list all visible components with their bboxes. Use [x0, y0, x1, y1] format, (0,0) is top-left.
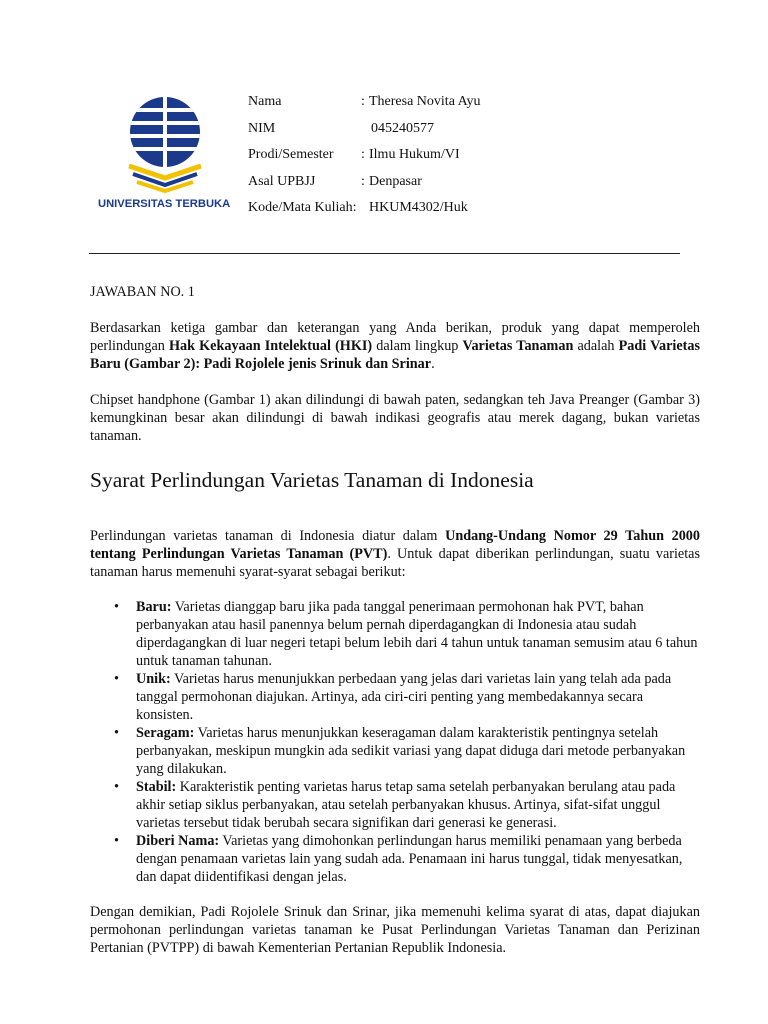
text-run: . Untuk dapat diberikan perlindungan, suatu varietas tanaman harus memenuhi syarat-syarat sebagai berikut:	[90, 546, 700, 580]
paragraph-legal-basis	[90, 527, 700, 581]
text-run: adalah	[573, 338, 619, 354]
text-run: Perlindungan varietas tanaman di Indonesia diatur dalam	[90, 528, 446, 544]
text-run: dalam lingkup	[372, 338, 463, 354]
requirement-text: Varietas harus menunjukkan perbedaan yang jelas dari varietas lain yang telah ada pada tanggal permohonan diajukan. Artinya, ada ciri-ciri penting yang membedakannya secara konsisten.	[136, 671, 672, 723]
text-run: .	[431, 356, 435, 372]
list-item	[90, 832, 700, 886]
bold-run: Undang-Undang Nomor 29 Tahun 2000 tentang Perlindungan Varietas Tanaman (PVT)	[90, 528, 700, 562]
university-emblem-icon	[126, 94, 204, 196]
bold-run: Padi Varietas Baru (Gambar 2): Padi Rojolele jenis Srinuk dan Srinar	[90, 338, 700, 372]
identity-label: Asal UPBJJ	[248, 173, 316, 189]
identity-value: HKUM4302/Huk	[369, 200, 468, 215]
paragraph-other-products: Chipset handphone (Gambar 1) akan dilindungi di bawah paten, sedangkan teh Java Preanger (Gambar 3) kemungkinan besar akan dilindungi di bawah indikasi geografis atau merek dagang, bukan varietas tanaman.	[90, 392, 700, 444]
requirements-list	[90, 598, 700, 886]
bullet-icon: •	[114, 833, 119, 849]
identity-separator: :	[361, 147, 365, 162]
identity-label: Kode/Mata Kuliah:	[248, 200, 357, 215]
bold-run: Varietas Tanaman	[462, 338, 574, 354]
paragraph-intro	[90, 319, 700, 373]
requirement-text: Varietas yang dimohonkan perlindungan harus memiliki penamaan yang berbeda dengan penamaan varietas lain yang sudah ada. Penamaan ini harus tunggal, tidak menyesatkan, dan dapat diidentifikasi dengan jelas.	[136, 833, 683, 885]
list-item	[90, 598, 700, 670]
requirement-term: Unik:	[136, 671, 171, 687]
identity-separator: :	[361, 94, 365, 109]
requirement-term: Baru:	[136, 599, 172, 615]
list-item	[90, 724, 700, 778]
list-item	[90, 670, 700, 724]
requirement-text: Varietas dianggap baru jika pada tanggal penerimaan permohonan hak PVT, bahan perbanyakan atau hasil panennya belum pernah diperdagangkan di Indonesia atau sudah diperdagangkan di luar negeri tetapi belum lebih dari 4 tahun untuk tanaman semusim atau 6 tahun untuk tanaman tahunan.	[136, 599, 698, 669]
bullet-icon: •	[114, 779, 119, 795]
requirement-term: Stabil:	[136, 779, 177, 795]
identity-separator: :	[361, 173, 365, 189]
answer-content	[90, 283, 700, 957]
bullet-icon: •	[114, 725, 119, 741]
bullet-icon: •	[114, 599, 119, 615]
university-logo	[98, 94, 232, 218]
requirement-term: Seragam:	[136, 725, 195, 741]
header-divider	[89, 253, 680, 254]
identity-label: NIM	[248, 120, 276, 136]
requirement-text: Karakteristik penting varietas harus tetap sama setelah perbanyakan berulang atau pada akhir setiap siklus perbanyakan, atau setelah perbanyakan khusus. Artinya, sifat-sifat unggul varietas tersebut tidak berubah secara signifikan dari generasi ke generasi.	[136, 779, 676, 831]
logo-wordmark: UNIVERSITAS TERBUKA	[98, 198, 231, 210]
bullet-icon: •	[114, 671, 119, 687]
section-label: JAWABAN NO. 1	[90, 284, 195, 300]
requirement-term: Diberi Nama:	[136, 833, 220, 849]
identity-label: Prodi/Semester	[248, 147, 334, 162]
section-heading: Syarat Perlindungan Varietas Tanaman di Indonesia	[90, 468, 534, 492]
identity-value: Ilmu Hukum/VI	[369, 147, 460, 162]
identity-value: Theresa Novita Ayu	[369, 94, 481, 109]
identity-label: Nama	[248, 94, 282, 109]
identity-value: 045240577	[371, 120, 434, 136]
paragraph-conclusion: Dengan demikian, Padi Rojolele Srinuk dan Srinar, jika memenuhi kelima syarat di atas, dapat diajukan permohonan perlindungan varietas tanaman ke Pusat Perlindungan Varietas Tanaman dan Perizinan Pertanian (PVTPP) di bawah Kementerian Pertanian Republik Indonesia.	[90, 904, 700, 956]
bold-run: Hak Kekayaan Intelektual (HKI)	[168, 338, 373, 354]
identity-value: Denpasar	[369, 173, 422, 189]
list-item	[90, 778, 700, 832]
requirement-text: Varietas harus menunjukkan keseragaman dalam karakteristik pentingnya setelah perbanyakan, meskipun mungkin ada sedikit variasi yang dapat diduga dari metode perbanyakan yang dilakukan.	[136, 725, 686, 777]
text-run: Berdasarkan ketiga gambar dan keterangan yang Anda berikan, produk yang dapat memperoleh perlindungan	[90, 320, 700, 354]
